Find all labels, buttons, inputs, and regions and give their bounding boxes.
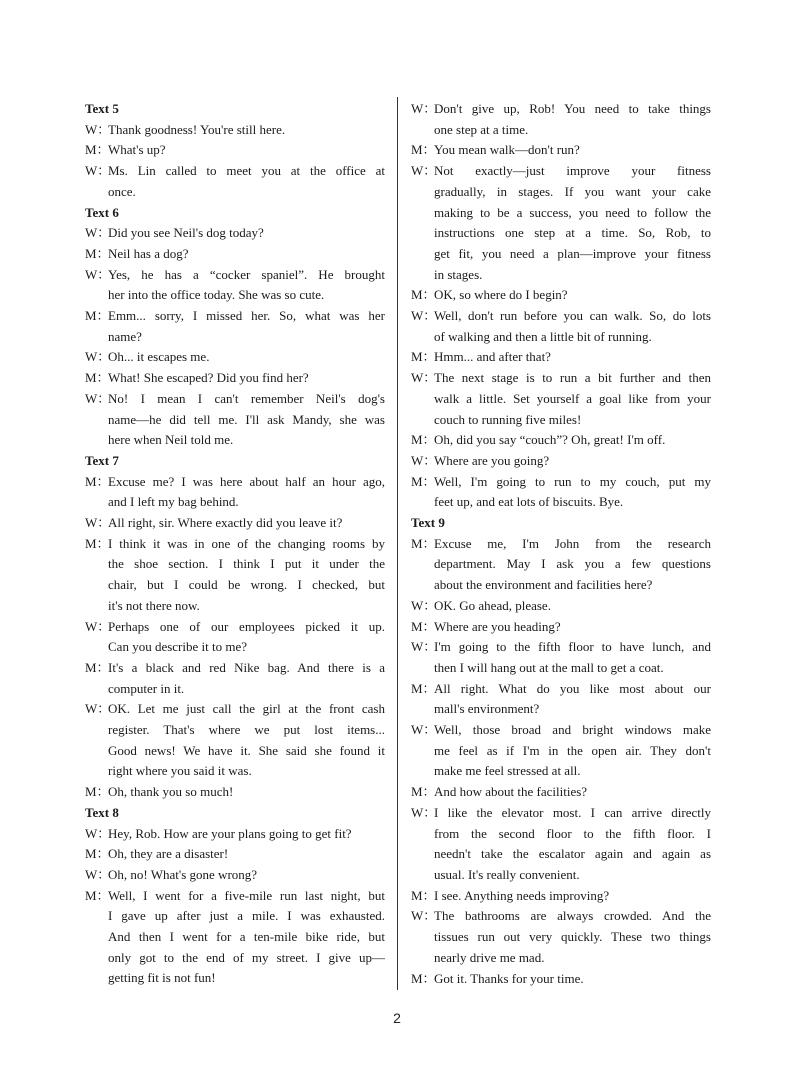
dialogue-line: instructions one step at a time. So, Rob, to (434, 225, 711, 241)
dialogue-line: Oh, did you say “couch”? Oh, great! I'm off. (434, 432, 666, 448)
dialogue-line: register. That's where we put lost items... (108, 722, 385, 738)
speaker-label: M： (85, 473, 110, 489)
dialogue-line: All right, sir. Where exactly did you leave it? (108, 515, 343, 531)
speaker-label: W： (411, 597, 437, 613)
dialogue-line: only got to the end of my street. I give up— (108, 949, 385, 965)
dialogue-line: then I will hang out at the mall to get a coat. (434, 659, 664, 675)
dialogue-line: Can you describe it to me? (108, 639, 247, 655)
speaker-label: M： (411, 887, 436, 903)
dialogue-line: Well, I'm going to run to my couch, put my (434, 473, 711, 489)
speaker-label: W： (85, 618, 111, 634)
section-heading: Text 6 (85, 204, 119, 220)
dialogue-line: about the environment and facilities here? (434, 577, 653, 593)
dialogue-line: I like the elevator most. I can arrive directly (434, 804, 711, 820)
dialogue-turn (85, 534, 385, 617)
dialogue-line: Hmm... and after that? (434, 349, 551, 365)
dialogue-line: No! I mean I can't remember Neil's dog's (108, 390, 385, 406)
speaker-label: W： (85, 866, 111, 882)
dialogue-line: mall's environment? (434, 701, 540, 717)
dialogue-line: Excuse me? I was here about half an hour ago, (108, 473, 385, 489)
dialogue-line: department. May I ask you a few questions (434, 556, 711, 572)
section-heading: Text 8 (85, 804, 119, 820)
dialogue-turn (85, 120, 385, 141)
dialogue-turn (411, 368, 711, 430)
dialogue-line: Well, don't run before you can walk. So, do lots (434, 308, 711, 324)
speaker-label: W： (85, 390, 111, 406)
speaker-label: W： (85, 515, 111, 531)
dialogue-turn (411, 969, 711, 990)
dialogue-line: Ms. Lin called to meet you at the office at (108, 163, 385, 179)
dialogue-line: Good news! We have it. She said she found it (108, 742, 385, 758)
dialogue-line: couch to running five miles! (434, 411, 582, 427)
dialogue-line: And then I went for a ten-mile bike ride, but (108, 929, 385, 945)
dialogue-line: Thank goodness! You're still here. (108, 121, 286, 137)
dialogue-turn (411, 430, 711, 451)
speaker-label: W： (411, 639, 437, 655)
dialogue-line: OK. Go ahead, please. (434, 597, 551, 613)
dialogue-turn (85, 844, 385, 865)
speaker-label: M： (411, 618, 436, 634)
speaker-label: W： (411, 722, 437, 738)
speaker-label: W： (411, 804, 437, 820)
dialogue-line: Well, I went for a five-mile run last night, but (108, 887, 385, 903)
speaker-label: W： (411, 452, 437, 468)
dialogue-turn (411, 472, 711, 513)
dialogue-line: in stages. (434, 266, 483, 282)
dialogue-turn (411, 99, 711, 140)
dialogue-line: Not exactly—just improve your fitness (434, 163, 711, 179)
speaker-label: M： (85, 142, 110, 158)
dialogue-line: feet up, and eat lots of biscuits. Bye. (434, 494, 624, 510)
dialogue-line: Where are you going? (434, 452, 550, 468)
dialogue-line: The bathrooms are always crowded. And the (434, 908, 711, 924)
dialogue-line: OK. Let me just call the girl at the front cash (108, 701, 385, 717)
dialogue-line: gradually, in stages. If you want your cake (434, 183, 711, 199)
speaker-label: M： (411, 349, 436, 365)
dialogue-line: make me feel stressed at all. (434, 763, 581, 779)
dialogue-line: the shoe section. I think I put it under the (108, 556, 385, 572)
dialogue-turn (411, 782, 711, 803)
dialogue-line: It's a black and red Nike bag. And there is a (108, 659, 385, 675)
dialogue-turn (411, 161, 711, 285)
dialogue-turn (85, 513, 385, 534)
dialogue-turn (85, 140, 385, 161)
dialogue-turn (85, 472, 385, 513)
speaker-label: M： (411, 680, 436, 696)
dialogue-line: nearly drive me mad. (434, 949, 545, 965)
dialogue-turn (85, 865, 385, 886)
dialogue-turn (85, 223, 385, 244)
speaker-label: W： (85, 163, 111, 179)
speaker-label: M： (85, 370, 110, 386)
dialogue-line: getting fit is not fun! (108, 970, 216, 986)
dialogue-turn (411, 451, 711, 472)
speaker-label: M： (85, 887, 110, 903)
dialogue-line: name—he did tell me. I'll ask Mandy, she was (108, 411, 385, 427)
speaker-label: M： (85, 308, 110, 323)
dialogue-turn (411, 906, 711, 968)
dialogue-turn (411, 596, 711, 617)
dialogue-turn (85, 699, 385, 782)
dialogue-turn (85, 824, 385, 845)
dialogue-turn (85, 389, 385, 451)
dialogue-line: I see. Anything needs improving? (434, 887, 610, 903)
dialogue-line: Where are you heading? (434, 618, 561, 634)
dialogue-turn (411, 534, 711, 596)
dialogue-turn (411, 306, 711, 347)
dialogue-turn (85, 265, 385, 306)
speaker-label: W： (411, 101, 437, 116)
dialogue-line: needn't take the escalator again and again as (434, 846, 711, 862)
section-heading: Text 9 (411, 515, 445, 531)
speaker-label: W： (85, 825, 111, 841)
dialogue-line: I gave up after just a mile. I was exhausted. (108, 908, 385, 924)
dialogue-turn (411, 679, 711, 720)
dialogue-turn (411, 720, 711, 782)
dialogue-line: it's not there now. (108, 597, 200, 613)
speaker-label: W： (85, 121, 111, 137)
speaker-label: W： (411, 308, 437, 324)
dialogue-line: What! She escaped? Did you find her? (108, 370, 309, 386)
dialogue-line: name? (108, 328, 142, 344)
dialogue-turn (411, 803, 711, 886)
speaker-label: M： (411, 970, 436, 986)
dialogue-line: of walking and then a little bit of running. (434, 328, 652, 344)
speaker-label: M： (411, 287, 436, 303)
speaker-label: W： (411, 908, 437, 924)
dialogue-turn (85, 782, 385, 803)
dialogue-line: her into the office today. She was so cute. (108, 287, 325, 303)
dialogue-turn (85, 244, 385, 265)
speaker-label: W： (85, 349, 111, 365)
column-divider (397, 97, 398, 990)
dialogue-line: Perhaps one of our employees picked it up. (108, 618, 385, 634)
dialogue-turn (85, 306, 385, 347)
dialogue-line: me feel as if I'm in the open air. They don't (434, 742, 711, 758)
speaker-label: M： (411, 432, 436, 448)
dialogue-line: All right. What do you like most about our (434, 680, 711, 696)
dialogue-line: Yes, he has a “cocker spaniel”. He brought (108, 266, 385, 282)
dialogue-line: OK, so where do I begin? (434, 287, 568, 303)
speaker-label: M： (85, 784, 110, 800)
dialogue-line: Excuse me, I'm John from the research (434, 535, 711, 551)
dialogue-turn (411, 886, 711, 907)
speaker-label: M： (411, 535, 436, 551)
dialogue-turn (85, 886, 385, 990)
page-number: 2 (393, 1010, 401, 1026)
dialogue-turn (411, 617, 711, 638)
dialogue-line: right where you said it was. (108, 763, 252, 779)
speaker-label: W： (411, 163, 437, 179)
speaker-label: M： (411, 473, 436, 489)
dialogue-turn (411, 637, 711, 678)
speaker-label: M： (85, 846, 110, 862)
dialogue-line: I think it was in one of the changing rooms by (108, 535, 385, 551)
dialogue-line: usual. It's really convenient. (434, 867, 580, 882)
section-heading: Text 7 (85, 452, 119, 468)
dialogue-line: Hey, Rob. How are your plans going to get fit? (108, 825, 352, 841)
dialogue-line: And how about the facilities? (434, 784, 588, 800)
speaker-label: W： (411, 370, 437, 386)
dialogue-line: Well, those broad and bright windows make (434, 722, 711, 738)
speaker-label: W： (85, 701, 111, 717)
right-column (411, 99, 711, 989)
dialogue-line: walk a little. Set yourself a goal like from your (434, 390, 711, 406)
dialogue-line: Oh, they are a disaster! (108, 846, 229, 862)
dialogue-line: one step at a time. (434, 121, 529, 137)
dialogue-line: once. (108, 183, 136, 199)
dialogue-line: here when Neil told me. (108, 432, 234, 448)
dialogue-turn (85, 658, 385, 699)
dialogue-line: Emm... sorry, I missed her. So, what was her (108, 308, 385, 323)
dialogue-line: Oh, no! What's gone wrong? (108, 866, 258, 882)
speaker-label: W： (85, 266, 111, 282)
dialogue-turn (85, 347, 385, 368)
dialogue-line: I'm going to the fifth floor to have lunch, and (434, 639, 711, 655)
speaker-label: W： (85, 225, 111, 241)
dialogue-line: computer in it. (108, 680, 185, 696)
dialogue-turn (85, 161, 385, 202)
speaker-label: M： (85, 245, 110, 261)
dialogue-line: Got it. Thanks for your time. (434, 970, 584, 986)
dialogue-line: What's up? (108, 142, 166, 158)
section-heading: Text 5 (85, 101, 119, 116)
dialogue-line: Did you see Neil's dog today? (108, 225, 264, 241)
speaker-label: M： (411, 784, 436, 800)
left-column (85, 99, 385, 989)
dialogue-line: Neil has a dog? (108, 245, 189, 261)
dialogue-line: Don't give up, Rob! You need to take things (434, 101, 711, 116)
dialogue-turn (411, 285, 711, 306)
dialogue-line: The next stage is to run a bit further and then (434, 370, 711, 386)
dialogue-line: get fit, you need a plan—improve your fitness (434, 245, 711, 261)
dialogue-line: You mean walk—don't run? (434, 142, 580, 158)
dialogue-turn (411, 347, 711, 368)
dialogue-line: from the second floor to the fifth floor. I (434, 825, 711, 841)
dialogue-line: tissues run out very quickly. These two things (434, 929, 711, 945)
speaker-label: M： (85, 659, 110, 675)
speaker-label: M： (85, 535, 110, 551)
dialogue-line: Oh... it escapes me. (108, 349, 210, 365)
dialogue-turn (85, 368, 385, 389)
dialogue-turn (85, 617, 385, 658)
dialogue-line: making to be a success, you need to follow the (434, 204, 711, 220)
dialogue-turn (411, 140, 711, 161)
dialogue-line: and I left my bag behind. (108, 494, 239, 510)
dialogue-line: Oh, thank you so much! (108, 784, 234, 800)
dialogue-line: chair, but I could be wrong. I checked, but (108, 577, 385, 593)
speaker-label: M： (411, 142, 436, 158)
